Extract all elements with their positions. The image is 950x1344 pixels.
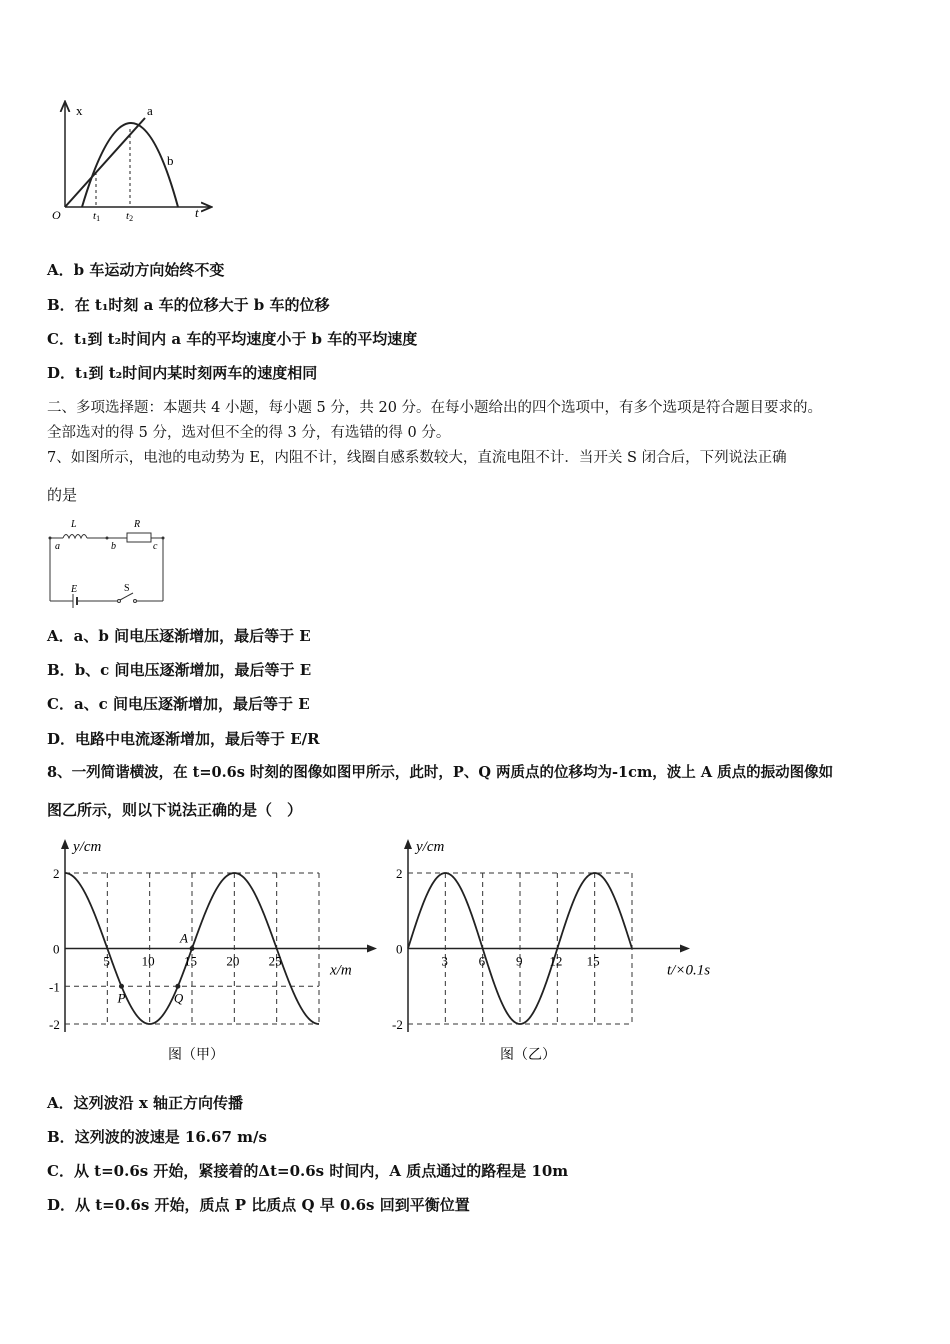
inductor-icon — [63, 535, 87, 539]
y-tick-label: 2 — [396, 866, 403, 881]
label-E: E — [71, 584, 78, 595]
curve-a-label: a — [147, 103, 153, 118]
y-axis-arrow — [404, 839, 412, 849]
t2-label: t2 — [126, 210, 134, 223]
x-axis-label: t/×0.1s — [667, 962, 711, 979]
x-tick-label: 15 — [586, 953, 600, 969]
x-tick-label: 10 — [141, 953, 155, 969]
vibration-chart-yi — [385, 825, 735, 1070]
q7-circuit — [45, 513, 170, 608]
q6-option-a: A．b 车运动方向始终不变 — [47, 261, 225, 279]
label-S: S — [124, 583, 130, 594]
y-tick-label: -2 — [392, 1017, 403, 1032]
q8-stem-line1: 8、一列简谐横波，在 t=0.6s 时刻的图像如图甲所示，此时，P、Q 两质点的位移均为-1cm，波上 A 质点的振动图像如 — [47, 764, 834, 781]
q7-option-c: C．a、c 间电压逐渐增加，最后等于 E — [47, 695, 310, 713]
point-label-q: Q — [173, 990, 184, 1006]
y-axis-label: y/cm — [73, 839, 102, 855]
y-tick-label: 0 — [396, 941, 403, 957]
y-tick-label: -1 — [49, 979, 60, 995]
q7-option-a: A．a、b 间电压逐渐增加，最后等于 E — [47, 627, 311, 645]
y-axis-arrow — [61, 839, 69, 849]
q8-option-b: B．这列波的波速是 16.67 m/s — [47, 1128, 267, 1146]
q7-option-b: B．b、c 间电压逐渐增加，最后等于 E — [47, 661, 312, 679]
x-axis-label: x/m — [330, 962, 352, 979]
x-axis-label: x — [76, 103, 83, 118]
x-axis-arrow — [680, 945, 690, 953]
q6-option-c: C．t₁到 t₂时间内 a 车的平均速度小于 b 车的平均速度 — [47, 330, 418, 348]
curve-b-label: b — [167, 153, 174, 168]
q7-stem-line1: 7、如图所示，电池的电动势为 E，内阻不计，线圈自感系数较大，直流电阻不计．当开关 S 闭合后，下列说法正确 — [47, 450, 787, 466]
origin-label: O — [52, 208, 61, 222]
chart-title: 图（乙） — [500, 1048, 556, 1063]
q7-option-d: D．电路中电流逐渐增加，最后等于 E/R — [47, 730, 320, 748]
label-L: L — [71, 519, 77, 530]
x-tick-label: 25 — [268, 953, 282, 969]
label-b: b — [111, 541, 116, 552]
t-axis-label: t — [195, 205, 199, 220]
label-c: c — [153, 541, 158, 552]
y-tick-label: -2 — [49, 1017, 60, 1032]
y-axis-label: y/cm — [416, 839, 445, 855]
q7-stem-line2: 的是 — [47, 486, 78, 504]
t1-label: t1 — [93, 210, 101, 223]
wave-chart-jia — [40, 825, 380, 1070]
point-p — [119, 984, 124, 989]
q6-option-b: B．在 t₁时刻 a 车的位移大于 b 车的位移 — [47, 296, 330, 314]
resistor-icon — [127, 533, 151, 542]
x-tick-label: 6 — [478, 953, 486, 969]
point-label-a: A — [180, 930, 188, 946]
q8-option-c: C．从 t=0.6s 开始，紧接着的Δt=0.6s 时间内，A 质点通过的路程是 10m — [47, 1162, 569, 1180]
section2-line2: 全部选对的得 5 分，选对但不全的得 3 分，有选错的得 0 分。 — [47, 425, 451, 441]
label-a: a — [55, 541, 60, 552]
label-R: R — [134, 519, 141, 530]
line-a — [65, 118, 145, 207]
q8-option-a: A．这列波沿 x 轴正方向传播 — [47, 1094, 244, 1112]
x-tick-label: 12 — [549, 953, 563, 969]
point-a — [190, 946, 195, 951]
xt-graph — [40, 95, 220, 230]
x-tick-label: 20 — [226, 953, 240, 969]
y-tick-label: 0 — [53, 941, 60, 957]
y-tick-label: 2 — [53, 866, 60, 881]
x-tick-label: 3 — [441, 953, 448, 969]
x-tick-label: 15 — [184, 953, 197, 969]
point-q — [175, 984, 180, 989]
chart-title: 图（甲） — [168, 1048, 224, 1063]
point-label-p: P — [117, 990, 126, 1006]
x-tick-label: 9 — [516, 953, 523, 969]
x-axis-arrow — [367, 945, 377, 953]
q8-option-d: D．从 t=0.6s 开始，质点 P 比质点 Q 早 0.6s 回到平衡位置 — [47, 1196, 470, 1214]
q8-stem-line2: 图乙所示，则以下说法正确的是（ ） — [47, 801, 303, 819]
x-tick-label: 5 — [103, 953, 110, 969]
section2-line1: 二、多项选择题：本题共 4 小题，每小题 5 分，共 20 分。在每小题给出的四个选项中，有多个选项是符合题目要求的。 — [47, 400, 823, 416]
q6-option-d: D．t₁到 t₂时间内某时刻两车的速度相同 — [47, 364, 318, 382]
